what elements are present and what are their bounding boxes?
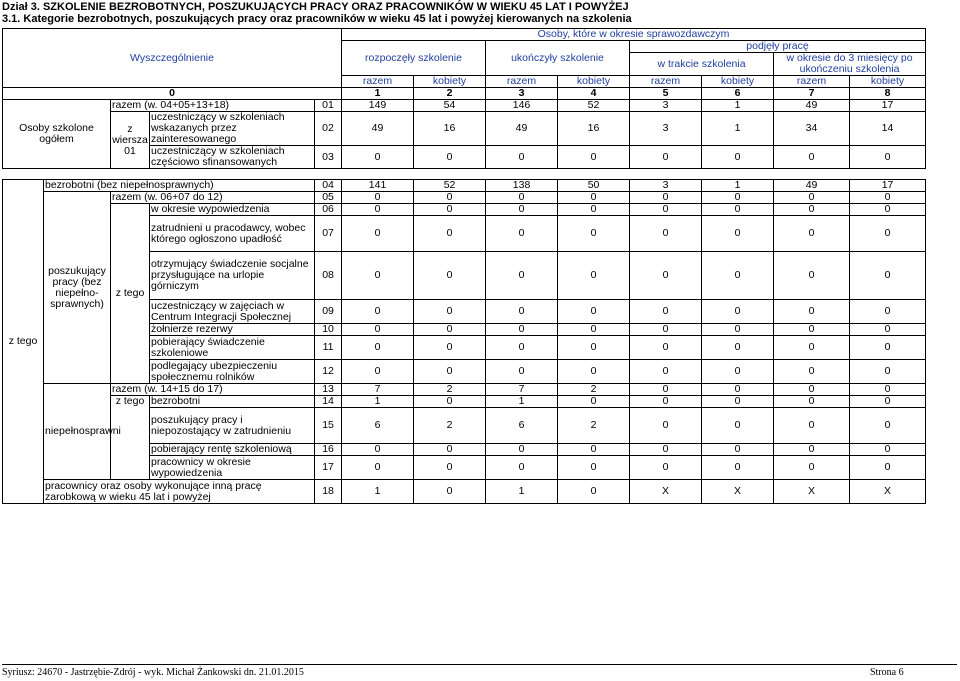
cell: 0	[774, 396, 850, 408]
cell: 0	[558, 396, 630, 408]
cell: 0	[774, 300, 850, 324]
cell: 0	[630, 300, 702, 324]
cell: 0	[342, 300, 414, 324]
cell: 16	[414, 112, 486, 146]
cell: 0	[342, 252, 414, 300]
cell: 0	[558, 456, 630, 480]
cell: 0	[486, 360, 558, 384]
cell: 0	[702, 324, 774, 336]
cell: 0	[850, 408, 926, 444]
row-label: razem (w. 04+05+13+18)	[111, 100, 315, 112]
row-code: 09	[315, 300, 342, 324]
table-row	[3, 480, 926, 504]
row-code: 07	[315, 216, 342, 252]
cell: 17	[850, 180, 926, 192]
cell: 16	[558, 112, 630, 146]
header-group: Osoby, które w okresie sprawozdawczym	[342, 29, 926, 41]
cell: 0	[342, 204, 414, 216]
cell: 0	[702, 396, 774, 408]
cell: 52	[558, 100, 630, 112]
row-label: uczestniczący w szkoleniach częściowo sfinansowanych	[150, 146, 315, 169]
header-finished: ukończyły szkolenie	[486, 41, 630, 76]
row-label: razem (w. 06+07 do 12)	[111, 192, 315, 204]
cell: 1	[702, 100, 774, 112]
cell: 0	[630, 192, 702, 204]
cell: 0	[486, 146, 558, 169]
header-started: rozpoczęły szkolenie	[342, 41, 486, 76]
cell: 3	[630, 180, 702, 192]
cell: 0	[486, 252, 558, 300]
cell: 0	[774, 146, 850, 169]
table-row	[3, 384, 926, 396]
cell: 0	[702, 146, 774, 169]
cell: 0	[342, 146, 414, 169]
cell: 1	[486, 480, 558, 504]
header-women: kobiety	[850, 76, 926, 88]
cell: 0	[850, 324, 926, 336]
cell: 0	[630, 324, 702, 336]
group-z-row01: z wiersza 01	[111, 112, 150, 169]
cell: 0	[486, 456, 558, 480]
cell: 49	[774, 180, 850, 192]
cell: 0	[486, 336, 558, 360]
cell: 0	[702, 384, 774, 396]
group-disabled: niepełnosprawni	[44, 384, 111, 480]
table-row	[3, 180, 926, 192]
row-label: uczestniczący w zajęciach w Centrum Integracji Społecznej	[150, 300, 315, 324]
cell: 0	[414, 336, 486, 360]
cell: 0	[850, 300, 926, 324]
cell: 0	[702, 408, 774, 444]
cell: 0	[414, 192, 486, 204]
row-code: 11	[315, 336, 342, 360]
header-women: kobiety	[702, 76, 774, 88]
cell: X	[850, 480, 926, 504]
header-total: razem	[774, 76, 850, 88]
row-code: 16	[315, 444, 342, 456]
row-label: pobierający rentę szkoleniową	[150, 444, 315, 456]
cell: 0	[774, 360, 850, 384]
cell: 0	[342, 324, 414, 336]
cell: 0	[486, 192, 558, 204]
cell: 0	[702, 216, 774, 252]
cell: 0	[774, 252, 850, 300]
cell: 49	[342, 112, 414, 146]
cell: 0	[702, 204, 774, 216]
row-label: podlegający ubezpieczeniu społecznemu rolników	[150, 360, 315, 384]
row-label: otrzymujący świadczenie socjalne przysługujące na urlopie górniczym	[150, 252, 315, 300]
row-code: 02	[315, 112, 342, 146]
row-code: 12	[315, 360, 342, 384]
cell: 0	[414, 252, 486, 300]
cell: 0	[558, 336, 630, 360]
cell: 0	[630, 444, 702, 456]
cell: 0	[486, 204, 558, 216]
cell: 0	[702, 360, 774, 384]
cell: 0	[702, 252, 774, 300]
cell: 0	[558, 444, 630, 456]
colnum: 6	[702, 88, 774, 100]
row-code: 18	[315, 480, 342, 504]
cell: 3	[630, 100, 702, 112]
cell: 0	[414, 324, 486, 336]
row-label: uczestniczący w szkoleniach wskazanych przez zainteresowanego	[150, 112, 315, 146]
row-label: w okresie wypowiedzenia	[150, 204, 315, 216]
section-title: Dział 3. SZKOLENIE BEZROBOTNYCH, POSZUKUJĄCYCH PRACY ORAZ PRACOWNIKÓW W WIEKU 45 LAT I POWYŻEJ	[2, 1, 629, 13]
cell: X	[774, 480, 850, 504]
cell: 2	[558, 408, 630, 444]
row-label: żołnierze rezerwy	[150, 324, 315, 336]
cell: 146	[486, 100, 558, 112]
table-row	[3, 112, 926, 146]
colnum: 3	[486, 88, 558, 100]
cell: 0	[414, 444, 486, 456]
cell: 138	[486, 180, 558, 192]
cell: 0	[486, 444, 558, 456]
colnum: 8	[850, 88, 926, 100]
header-employed: podjęły pracę	[630, 41, 926, 53]
cell: 49	[774, 100, 850, 112]
cell: 0	[774, 204, 850, 216]
row-code: 15	[315, 408, 342, 444]
cell: 0	[630, 408, 702, 444]
cell: 0	[774, 444, 850, 456]
cell: 0	[414, 456, 486, 480]
cell: 0	[850, 456, 926, 480]
cell: X	[630, 480, 702, 504]
footer-info: Syriusz: 24670 - Jastrzębie-Zdrój - wyk. Michał Żankowski dn. 21.01.2015	[2, 667, 304, 678]
cell: 0	[850, 204, 926, 216]
footer-divider	[2, 664, 957, 665]
row-code: 10	[315, 324, 342, 336]
cell: 0	[414, 300, 486, 324]
cell: 0	[630, 384, 702, 396]
cell: 6	[342, 408, 414, 444]
cell: 0	[414, 396, 486, 408]
cell: 50	[558, 180, 630, 192]
cell: 2	[414, 384, 486, 396]
cell: 0	[342, 336, 414, 360]
cell: 0	[774, 324, 850, 336]
page-number: Strona 6	[870, 667, 904, 678]
row-code: 03	[315, 146, 342, 169]
cell: 0	[342, 456, 414, 480]
cell: 0	[850, 336, 926, 360]
cell: 0	[850, 192, 926, 204]
row-code: 13	[315, 384, 342, 396]
colnum: 4	[558, 88, 630, 100]
colnum: 5	[630, 88, 702, 100]
colnum: 0	[3, 88, 342, 100]
cell: 0	[850, 252, 926, 300]
row-label: razem (w. 14+15 do 17)	[111, 384, 315, 396]
table-row	[3, 204, 926, 216]
cell: 2	[414, 408, 486, 444]
header-spec: Wyszczególnienie	[3, 29, 342, 88]
cell: 0	[342, 444, 414, 456]
group-z-tego-seekers: z tego	[111, 204, 150, 384]
row-label: zatrudnieni u pracodawcy, wobec którego ogłoszono upadłość	[150, 216, 315, 252]
cell: 1	[702, 112, 774, 146]
cell: 0	[414, 480, 486, 504]
cell: 0	[850, 384, 926, 396]
cell: 0	[630, 252, 702, 300]
row-code: 01	[315, 100, 342, 112]
header-within3: w okresie do 3 miesięcy po ukończeniu szkolenia	[774, 53, 926, 76]
cell: X	[702, 480, 774, 504]
header-total: razem	[630, 76, 702, 88]
cell: 0	[558, 146, 630, 169]
cell: 0	[558, 216, 630, 252]
row-code: 06	[315, 204, 342, 216]
cell: 0	[702, 444, 774, 456]
cell: 0	[702, 300, 774, 324]
row-code: 14	[315, 396, 342, 408]
cell: 0	[630, 336, 702, 360]
cell: 0	[486, 216, 558, 252]
colnum: 1	[342, 88, 414, 100]
cell: 0	[630, 216, 702, 252]
table-row	[3, 396, 926, 408]
cell: 0	[630, 204, 702, 216]
cell: 0	[558, 204, 630, 216]
cell: 0	[630, 396, 702, 408]
cell: 0	[558, 324, 630, 336]
row-label: pracownicy oraz osoby wykonujące inną pracę zarobkową w wieku 45 lat i powyżej	[44, 480, 315, 504]
row-code: 17	[315, 456, 342, 480]
cell: 0	[702, 456, 774, 480]
cell: 0	[486, 324, 558, 336]
column-number-row	[3, 88, 926, 100]
header-total: razem	[342, 76, 414, 88]
row-code: 05	[315, 192, 342, 204]
cell: 14	[850, 112, 926, 146]
row-label: bezrobotni	[150, 396, 315, 408]
cell: 17	[850, 100, 926, 112]
cell: 0	[414, 216, 486, 252]
row-label: poszukujący pracy i niepozostający w zatrudnieniu	[150, 408, 315, 444]
row-label: pobierający świadczenie szkoleniowe	[150, 336, 315, 360]
cell: 0	[774, 384, 850, 396]
cell: 141	[342, 180, 414, 192]
cell: 0	[850, 146, 926, 169]
colnum: 2	[414, 88, 486, 100]
cell: 0	[486, 300, 558, 324]
cell: 49	[486, 112, 558, 146]
cell: 1	[702, 180, 774, 192]
cell: 0	[850, 216, 926, 252]
cell: 0	[558, 300, 630, 324]
subsection-title: 3.1. Kategorie bezrobotnych, poszukujących pracy oraz pracowników w wieku 45 lat i powyżej kierowanych na szkolenia	[2, 13, 632, 25]
cell: 0	[630, 456, 702, 480]
cell: 0	[558, 360, 630, 384]
cell: 0	[630, 146, 702, 169]
row-code: 08	[315, 252, 342, 300]
header-total: razem	[486, 76, 558, 88]
cell: 3	[630, 112, 702, 146]
cell: 0	[630, 360, 702, 384]
colnum: 7	[774, 88, 850, 100]
cell: 52	[414, 180, 486, 192]
cell: 0	[850, 396, 926, 408]
cell: 0	[342, 216, 414, 252]
cell: 7	[486, 384, 558, 396]
cell: 6	[486, 408, 558, 444]
cell: 0	[702, 192, 774, 204]
cell: 0	[558, 252, 630, 300]
cell: 0	[774, 192, 850, 204]
cell: 0	[414, 360, 486, 384]
cell: 0	[850, 360, 926, 384]
row-code: 04	[315, 180, 342, 192]
cell: 0	[774, 456, 850, 480]
header-during: w trakcie szkolenia	[630, 53, 774, 76]
header-women: kobiety	[558, 76, 630, 88]
row-label: bezrobotni (bez niepełnosprawnych)	[44, 180, 315, 192]
cell: 0	[414, 146, 486, 169]
cell: 34	[774, 112, 850, 146]
cell: 0	[702, 336, 774, 360]
cell: 0	[558, 480, 630, 504]
cell: 1	[486, 396, 558, 408]
group-seekers: poszukujący pracy (bez niepełno-sprawnych)	[44, 192, 111, 384]
cell: 0	[342, 192, 414, 204]
group-z-tego: z tego	[3, 180, 44, 504]
group-z-tego-disabled: z tego	[111, 396, 150, 480]
cell: 1	[342, 480, 414, 504]
table-row	[3, 100, 926, 112]
header-row-1	[3, 29, 926, 41]
cell: 0	[774, 336, 850, 360]
cell: 0	[414, 204, 486, 216]
header-women: kobiety	[414, 76, 486, 88]
table-row	[3, 192, 926, 204]
row-label: pracownicy w okresie wypowiedzenia	[150, 456, 315, 480]
report-table	[2, 28, 926, 169]
cell: 0	[342, 360, 414, 384]
cell: 54	[414, 100, 486, 112]
cell: 1	[342, 396, 414, 408]
cell: 0	[558, 192, 630, 204]
cell: 0	[774, 408, 850, 444]
group-trained: Osoby szkolone ogółem	[3, 100, 111, 169]
report-table-body	[2, 179, 926, 504]
cell: 2	[558, 384, 630, 396]
cell: 7	[342, 384, 414, 396]
cell: 0	[850, 444, 926, 456]
cell: 149	[342, 100, 414, 112]
cell: 0	[774, 216, 850, 252]
